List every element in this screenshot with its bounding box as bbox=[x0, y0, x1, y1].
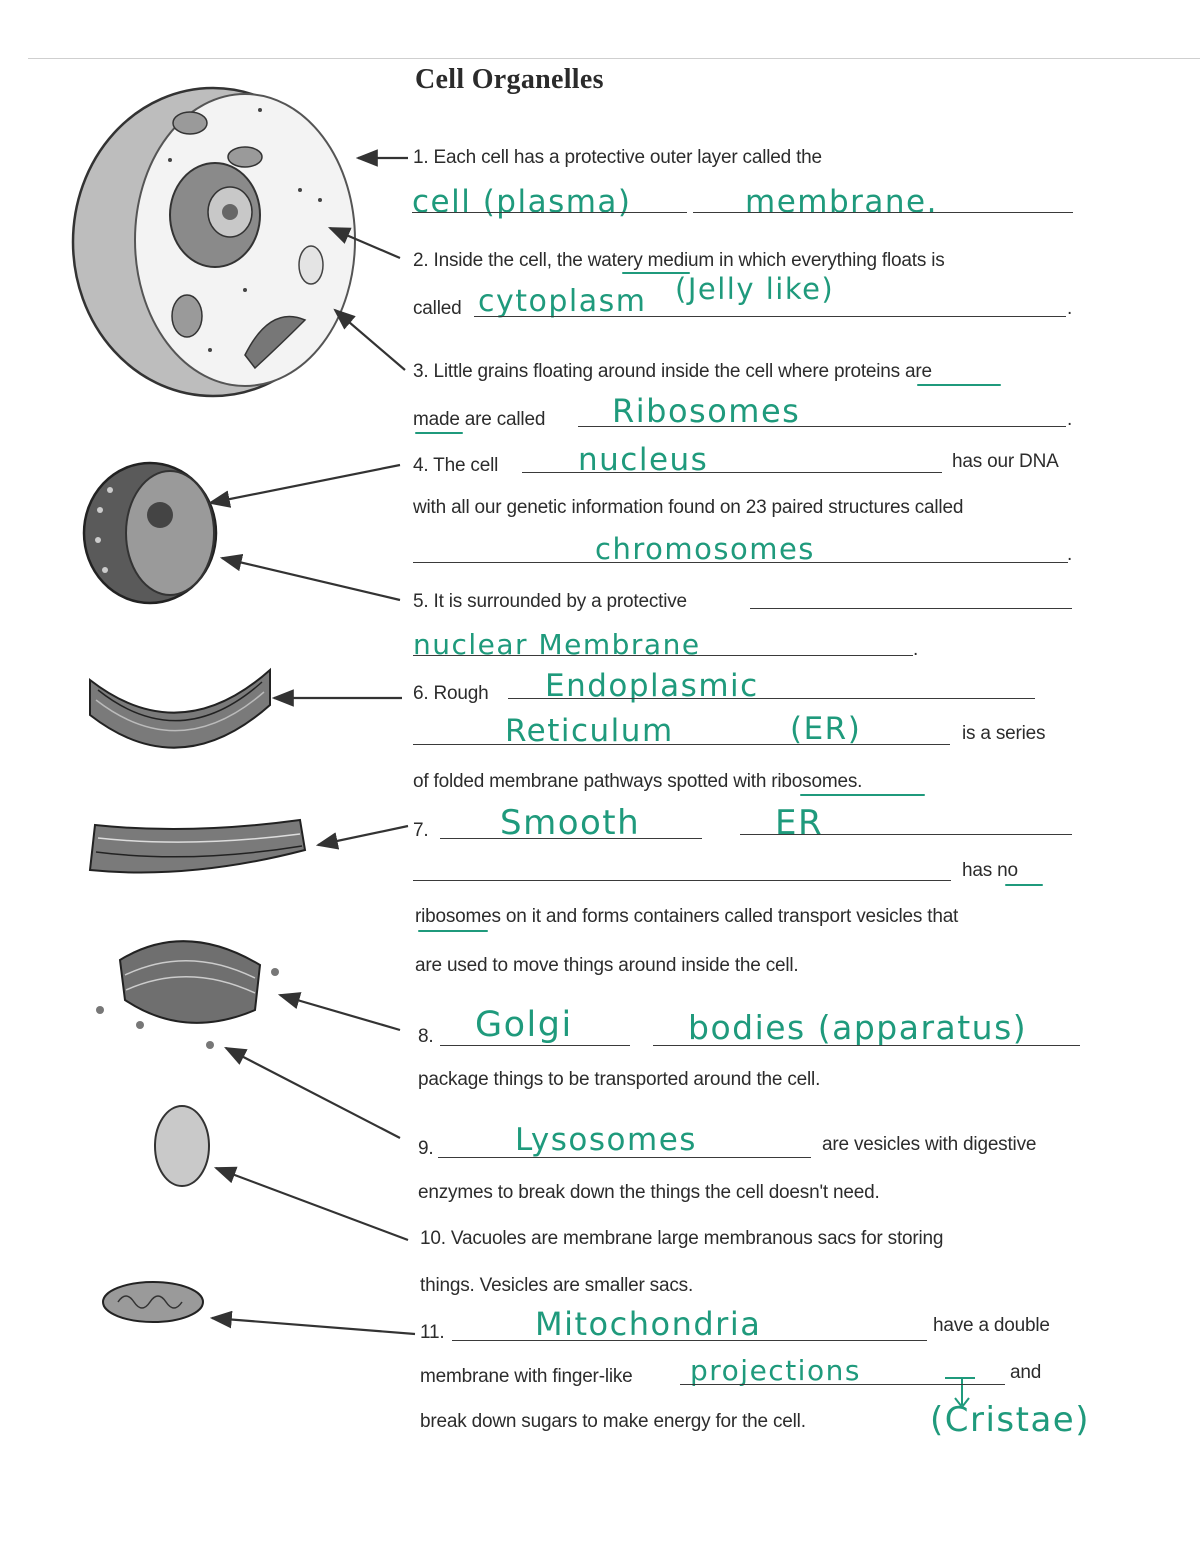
q8-text: 8. bbox=[418, 1026, 434, 1047]
q4-line2: with all our genetic information found on 23 paired structures called bbox=[413, 497, 964, 518]
page-title: Cell Organelles bbox=[415, 64, 604, 95]
q2-end: . bbox=[1067, 298, 1073, 319]
q7-answer-2: ER bbox=[775, 803, 824, 843]
q1-blank-2 bbox=[693, 212, 1073, 213]
q3-blank bbox=[578, 426, 1066, 427]
vacuole-illustration bbox=[155, 1106, 209, 1186]
q9-after: are vesicles with digestive bbox=[822, 1134, 1037, 1155]
q5-blank-2 bbox=[413, 655, 913, 656]
q7-blank-1 bbox=[440, 838, 702, 839]
q7-after: has no bbox=[962, 860, 1018, 881]
q6-answer-1: Endoplasmic bbox=[545, 668, 759, 704]
q6-answer-3: (ER) bbox=[790, 711, 862, 747]
q11-line2: membrane with finger-like bbox=[420, 1366, 633, 1387]
q4-text: 4. The cell bbox=[413, 455, 499, 476]
q3-text: 3. Little grains floating around inside the cell where proteins are bbox=[413, 361, 932, 382]
q7-line2: ribosomes on it and forms containers called transport vesicles that bbox=[415, 906, 959, 927]
nucleus-illustration bbox=[84, 463, 216, 603]
q7-underline-ribosomes bbox=[418, 930, 488, 932]
q3-underline-made bbox=[415, 432, 463, 434]
q3-end: . bbox=[1067, 409, 1073, 430]
q2-text: 2. Inside the cell, the watery medium in which everything floats is bbox=[413, 250, 945, 271]
q7-text: 7. bbox=[413, 820, 429, 841]
q11-text: 11. bbox=[420, 1322, 445, 1343]
q6-text: 6. Rough bbox=[413, 683, 489, 704]
q6-answer-2: Reticulum bbox=[505, 713, 674, 749]
q8-blank-2 bbox=[653, 1045, 1080, 1046]
q11-and: and bbox=[1010, 1362, 1042, 1383]
q2-answer: cytoplasm bbox=[478, 284, 647, 319]
q4-blank-2 bbox=[413, 562, 1068, 563]
q11-answer: Mitochondria bbox=[535, 1305, 762, 1343]
q1-answer-2: membrane. bbox=[745, 184, 938, 220]
q5-text: 5. It is surrounded by a protective bbox=[413, 591, 687, 612]
q11-answer-3: (Cristae) bbox=[930, 1400, 1090, 1440]
q11-blank-2 bbox=[680, 1384, 1005, 1385]
q4-end: . bbox=[1067, 544, 1073, 565]
q1-answer-1: cell (plasma) bbox=[412, 184, 632, 220]
q6-underline-ribosomes bbox=[800, 794, 925, 796]
q7-underline-no bbox=[1005, 884, 1043, 886]
q8-line2: package things to be transported around the cell. bbox=[418, 1069, 821, 1090]
q1-text: 1. Each cell has a protective outer layer called the bbox=[413, 147, 822, 168]
q4-after: has our DNA bbox=[952, 451, 1059, 472]
q1-blank-1 bbox=[412, 212, 687, 213]
q4-answer: nucleus bbox=[578, 442, 709, 478]
q7-line3: are used to move things around inside the cell. bbox=[415, 955, 799, 976]
rough-er-illustration bbox=[90, 670, 270, 748]
cell-illustration bbox=[73, 88, 355, 396]
mitochondria-illustration bbox=[103, 1282, 203, 1322]
q9-line2: enzymes to break down the things the cell doesn't need. bbox=[418, 1182, 880, 1203]
q10-text: 10. Vacuoles are membrane large membranous sacs for storing bbox=[420, 1228, 944, 1249]
q5-blank-1 bbox=[750, 608, 1072, 609]
q2-called: called bbox=[413, 298, 462, 319]
q11-blank bbox=[452, 1340, 927, 1341]
q4-blank bbox=[522, 472, 942, 473]
q11-after: have a double bbox=[933, 1315, 1050, 1336]
q4-answer-2: chromosomes bbox=[595, 532, 815, 566]
q10-line2: things. Vesicles are smaller sacs. bbox=[420, 1275, 694, 1296]
q2-blank bbox=[474, 316, 1066, 317]
q3-underline-proteins bbox=[917, 384, 1001, 386]
q6-after: is a series bbox=[962, 723, 1046, 744]
smooth-er-illustration bbox=[90, 820, 305, 873]
q5-end: . bbox=[913, 639, 919, 660]
q6-blank-2 bbox=[413, 744, 950, 745]
golgi-illustration bbox=[96, 941, 279, 1049]
q5-answer: nuclear Membrane bbox=[413, 628, 701, 661]
q9-text: 9. bbox=[418, 1138, 434, 1159]
q11-line3: break down sugars to make energy for the cell. bbox=[420, 1411, 806, 1432]
q7-blank-2 bbox=[740, 834, 1072, 835]
q8-blank-1 bbox=[440, 1045, 630, 1046]
q6-line2: of folded membrane pathways spotted with ribosomes. bbox=[413, 771, 863, 792]
q8-answer-2: bodies (apparatus) bbox=[688, 1008, 1028, 1047]
q9-blank bbox=[438, 1157, 811, 1158]
q3-made: made are called bbox=[413, 409, 546, 430]
q2-note: (Jelly like) bbox=[675, 272, 835, 306]
q7-blank-3 bbox=[413, 880, 951, 881]
q8-answer-1: Golgi bbox=[475, 1005, 573, 1045]
q6-blank-1 bbox=[508, 698, 1035, 699]
q3-answer: Ribosomes bbox=[612, 392, 801, 430]
q7-answer-1: Smooth bbox=[500, 803, 641, 843]
q9-answer: Lysosomes bbox=[515, 1122, 697, 1158]
q11-answer-2: projections bbox=[690, 1354, 861, 1387]
